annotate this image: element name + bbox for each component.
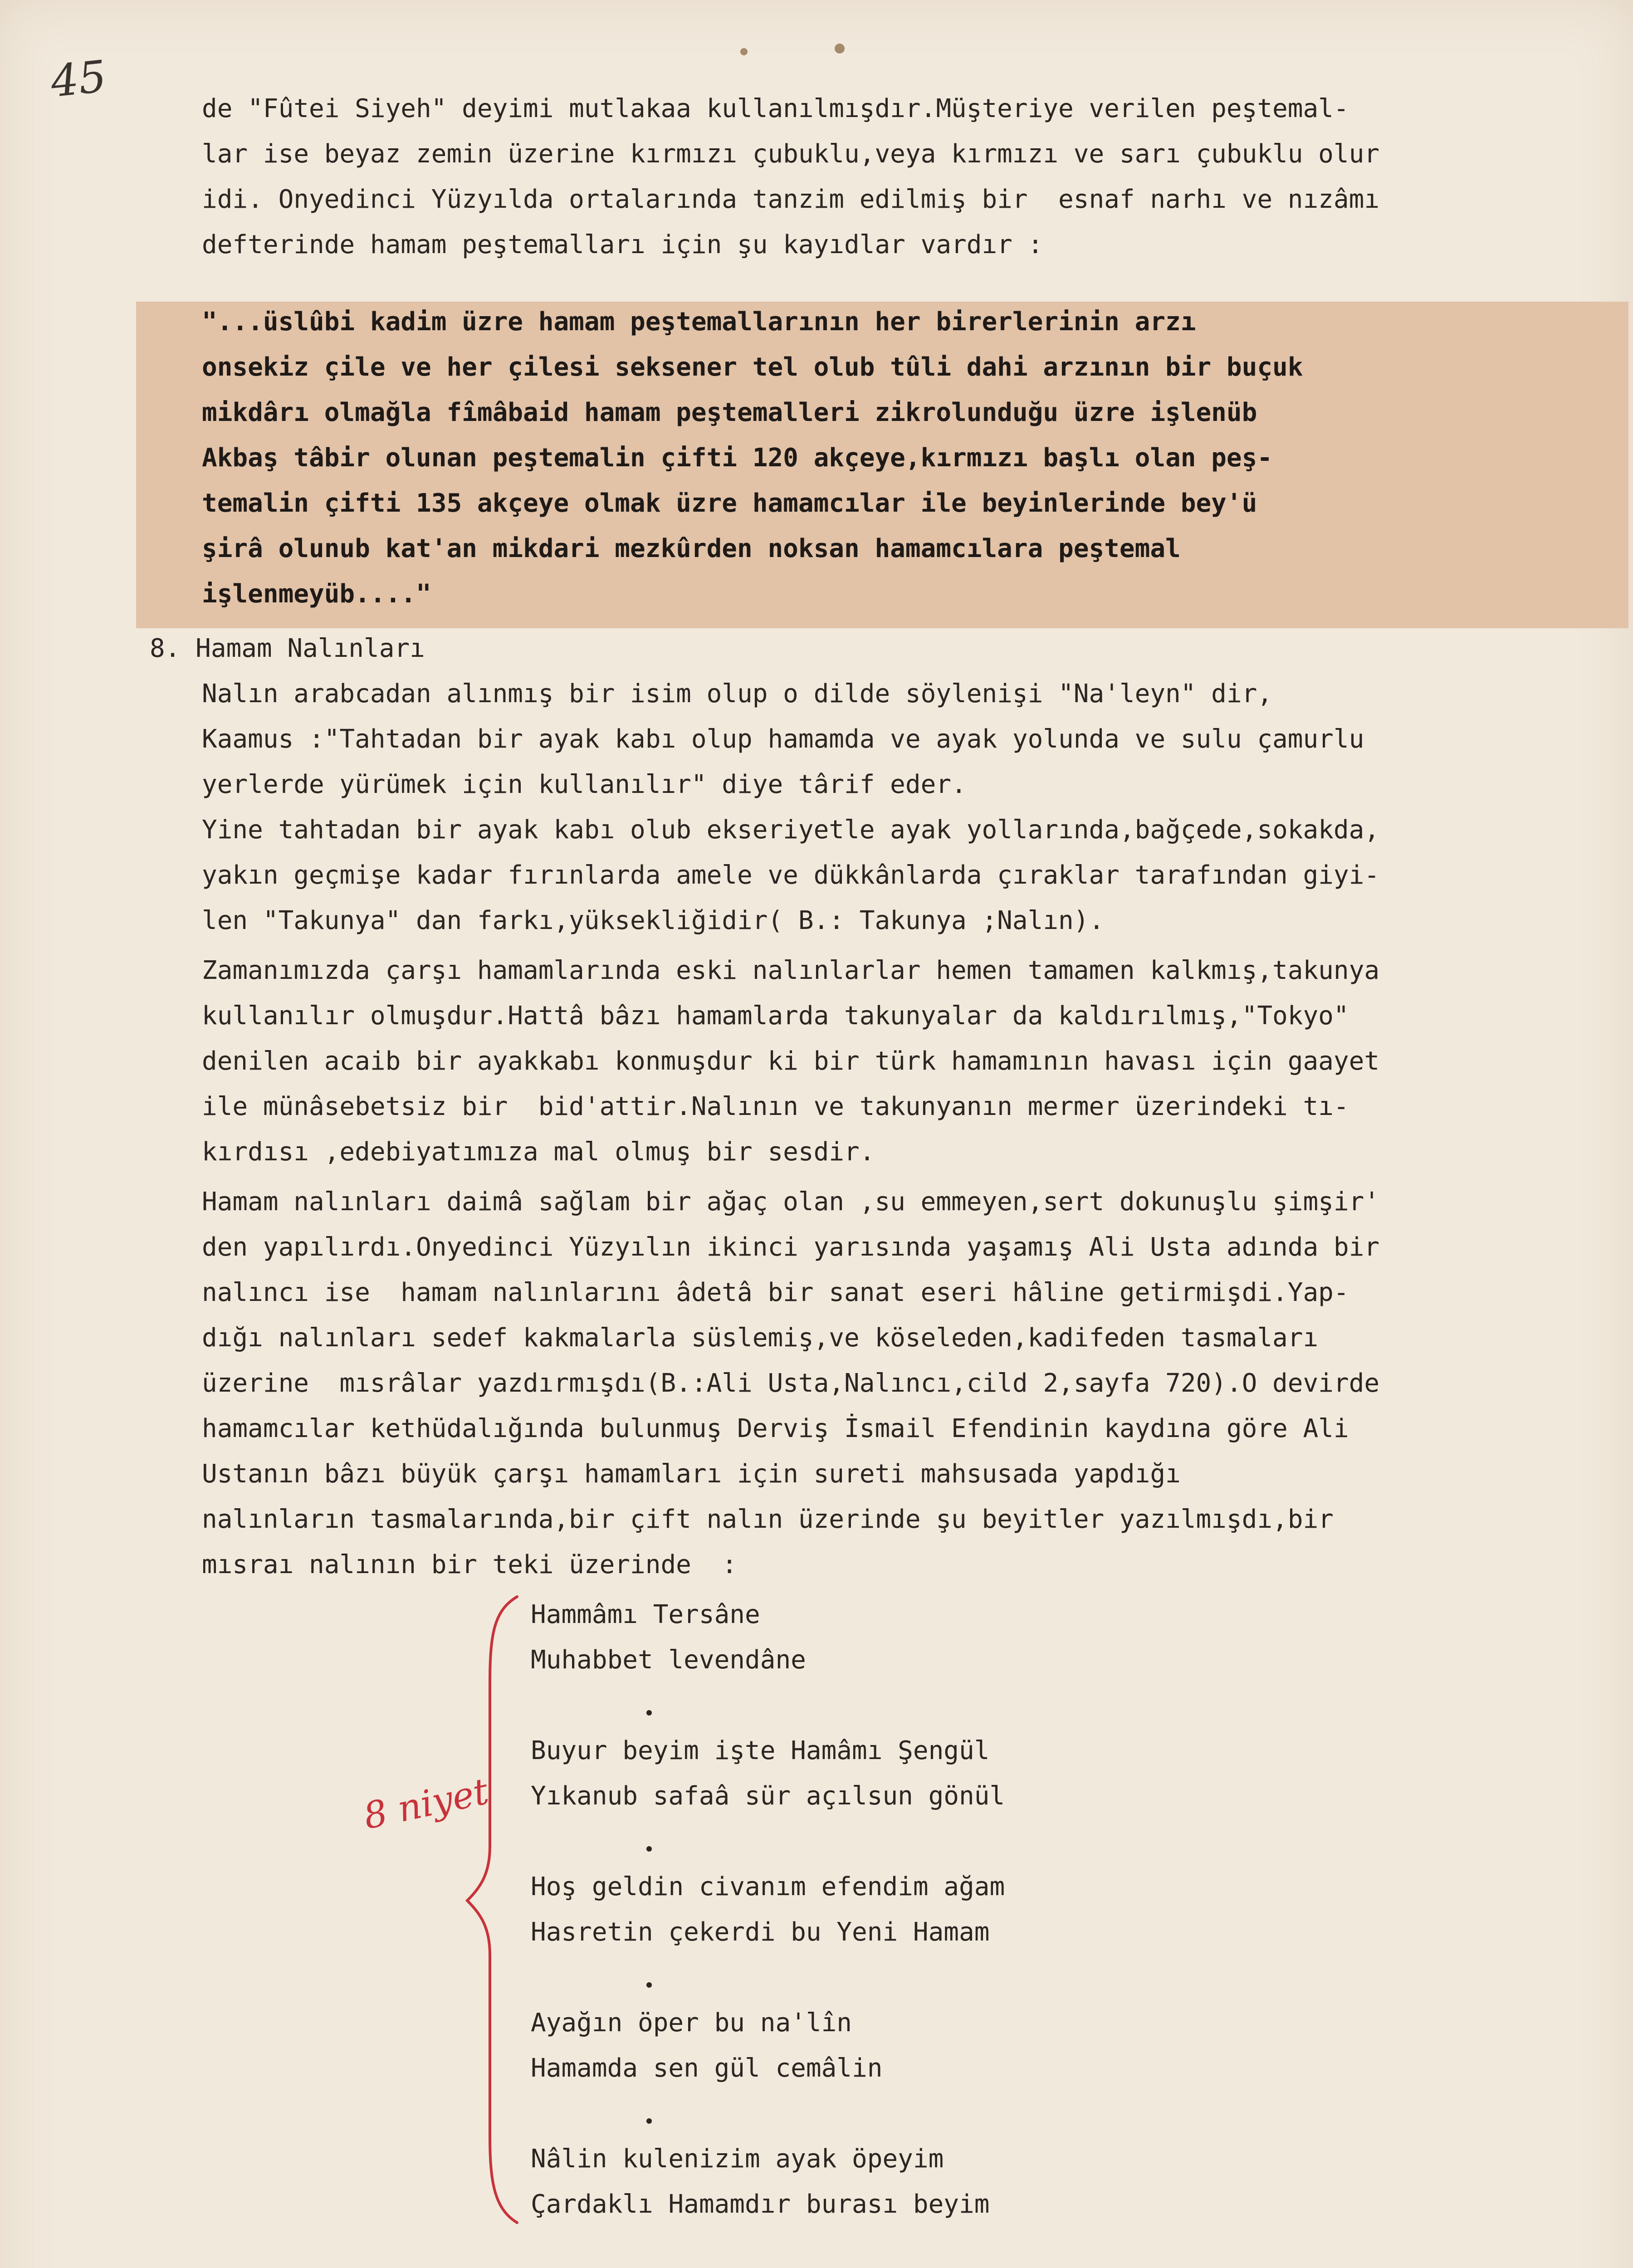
text-line: Ustanın bâzı büyük çarşı hamamları için sureti mahsusada yapdığı [202, 1459, 1181, 1489]
verse-separator [646, 1846, 652, 1852]
verse-line: Hamamda sen gül cemâlin [531, 2053, 883, 2083]
verse-line: Buyur beyim işte Hamâmı Şengül [531, 1736, 990, 1765]
text-line: den yapılırdı.Onyedinci Yüzyılın ikinci yarısında yaşamış Ali Usta adında bir [202, 1232, 1380, 1262]
text-line: de "Fûtei Siyeh" deyimi mutlakaa kullanılmışdır.Müşteriye verilen peştemal- [202, 94, 1349, 123]
text-line: Yine tahtadan bir ayak kabı olub ekseriyetle ayak yollarında,bağçede,sokakda, [202, 815, 1380, 845]
text-line: nalıncı ise hamam nalınlarını âdetâ bir sanat eseri hâline getirmişdi.Yap- [202, 1278, 1349, 1307]
quote-line: "...üslûbi kadim üzre hamam peştemallarının her birerlerinin arzı [202, 307, 1196, 337]
punch-hole [835, 44, 845, 54]
quote-line: onsekiz çile ve her çilesi seksener tel olub tûli dahi arzının bir buçuk [202, 352, 1303, 382]
page-number: 45 [48, 50, 109, 108]
text-line: Hamam nalınları daimâ sağlam bir ağaç olan ,su emmeyen,sert dokunuşlu şimşir' [202, 1187, 1380, 1217]
text-line: lar ise beyaz zemin üzerine kırmızı çubuklu,veya kırmızı ve sarı çubuklu olur [202, 139, 1380, 169]
verse-line: Hammâmı Tersâne [531, 1600, 760, 1629]
text-line: yerlerde yürümek için kullanılır" diye târif eder. [202, 770, 967, 799]
red-bracket-mark [463, 1592, 526, 2227]
verse-separator [646, 1710, 652, 1716]
text-line: mısraı nalının bir teki üzerinde : [202, 1550, 738, 1579]
quote-line: mikdârı olmağla fîmâbaid hamam peştemalleri zikrolunduğu üzre işlenüb [202, 398, 1257, 427]
text-line: Zamanımızda çarşı hamamlarında eski nalınlarlar hemen tamamen kalkmış,takunya [202, 956, 1380, 985]
verse-line: Çardaklı Hamamdır burası beyim [531, 2190, 990, 2219]
margin-note: 8 niyet [360, 1770, 492, 1838]
text-line: idi. Onyedinci Yüzyılda ortalarında tanzim edilmiş bir esnaf narhı ve nızâmı [202, 185, 1380, 214]
verse-separator [646, 2118, 652, 2124]
text-line: yakın geçmişe kadar fırınlarda amele ve dükkânlarda çıraklar tarafından giyi- [202, 860, 1380, 890]
verse-line: Nâlin kulenizim ayak öpeyim [531, 2144, 944, 2174]
text-line: nalınların tasmalarında,bir çift nalın üzerinde şu beyitler yazılmışdı,bir [202, 1505, 1334, 1534]
punch-hole [740, 48, 748, 55]
quote-line: şirâ olunub kat'an mikdari mezkûrden noksan hamamcılara peştemal [202, 534, 1181, 563]
text-line: Nalın arabcadan alınmış bir isim olup o dilde söylenişi "Na'leyn" dir, [202, 679, 1273, 709]
verse-line: Hasretin çekerdi bu Yeni Hamam [531, 1917, 990, 1947]
text-line: len "Takunya" dan farkı,yüksekliğidir( B.: Takunya ;Nalın). [202, 906, 1105, 935]
text-line: Kaamus :"Tahtadan bir ayak kabı olup hamamda ve ayak yolunda ve sulu çamurlu [202, 724, 1364, 754]
text-line: ile münâsebetsiz bir bid'attir.Nalının ve takunyanın mermer üzerindeki tı- [202, 1092, 1349, 1121]
section-heading: 8. Hamam Nalınları [150, 634, 425, 663]
text-line: defterinde hamam peştemalları için şu kayıdlar vardır : [202, 230, 1043, 259]
verse-line: Ayağın öper bu na'lîn [531, 2008, 852, 2038]
quote-line: Akbaş tâbir olunan peştemalin çifti 120 akçeye,kırmızı başlı olan peş- [202, 443, 1273, 473]
quote-line: temalin çifti 135 akçeye olmak üzre hamamcılar ile beyinlerinde bey'ü [202, 489, 1257, 518]
text-line: kullanılır olmuşdur.Hattâ bâzı hamamlarda takunyalar da kaldırılmış,"Tokyo" [202, 1001, 1349, 1031]
quote-line: işlenmeyüb...." [202, 579, 431, 609]
verse-separator [646, 1982, 652, 1988]
text-line: üzerine mısrâlar yazdırmışdı(B.:Ali Usta,Nalıncı,cild 2,sayfa 720).O devirde [202, 1369, 1380, 1398]
text-line: kırdısı ,edebiyatımıza mal olmuş bir sesdir. [202, 1137, 875, 1167]
verse-line: Muhabbet levendâne [531, 1645, 806, 1675]
verse-line: Yıkanub safaâ sür açılsun gönül [531, 1781, 1005, 1811]
text-line: hamamcılar kethüdalığında bulunmuş Derviş İsmail Efendinin kaydına göre Ali [202, 1414, 1349, 1443]
text-line: denilen acaib bir ayakkabı konmuşdur ki bir türk hamamının havası için gaayet [202, 1046, 1380, 1076]
text-line: dığı nalınları sedef kakmalarla süslemiş,ve köseleden,kadifeden tasmaları [202, 1323, 1319, 1353]
verse-line: Hoş geldin civanım efendim ağam [531, 1872, 1005, 1901]
